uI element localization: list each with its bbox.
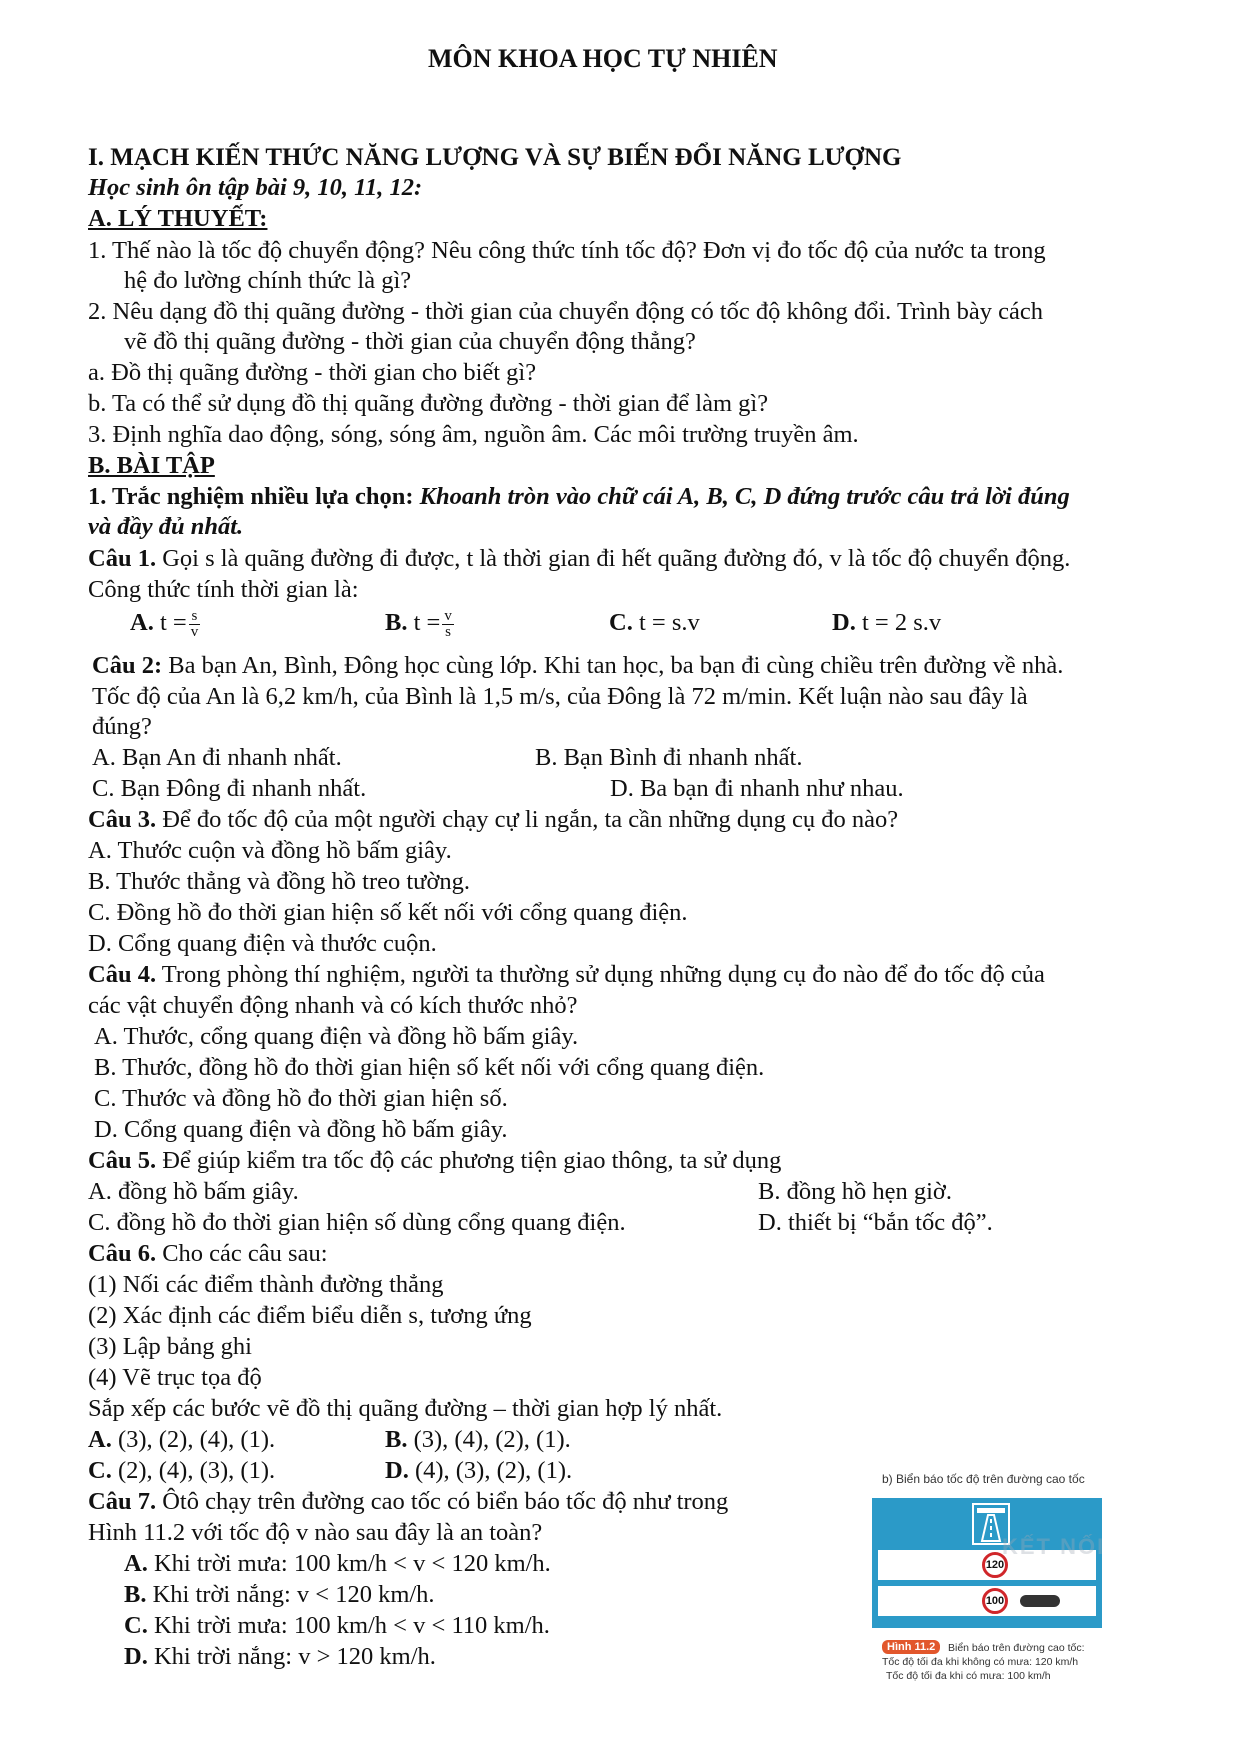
theory-line: vẽ đồ thị quãng đường - thời gian của chuyển động thẳng? [124,328,696,355]
speed-sign-figure [862,1472,1132,1690]
option-d[interactable]: D. Ba bạn đi nhanh như nhau. [610,775,904,802]
option-b[interactable]: B. đồng hồ hẹn giờ. [758,1178,952,1205]
option-d[interactable] [385,1456,572,1486]
question-label: Câu 1. [88,545,157,572]
option-label: A. [130,609,154,636]
mc-instruction-text: Khoanh tròn vào chữ cái A, B, C, D đứng trước câu trả lời đúng [413,483,1070,510]
question-text-cont: Hình 11.2 với tốc độ v nào sau đây là an toàn? [88,1519,543,1546]
figure-caption: Tốc độ tối đa khi không có mưa: 120 km/h [882,1656,1079,1668]
question-text: Cho các câu sau: [156,1240,328,1267]
option-a[interactable] [124,1549,551,1579]
theory-heading: A. LÝ THUYẾT: [88,205,268,232]
option-b[interactable] [385,1425,571,1455]
option-label: B. [385,1426,408,1453]
option-b[interactable]: B. Thước, đồng hồ đo thời gian hiện số kết nối với cổng quang điện. [94,1054,765,1081]
theory-line: 3. Định nghĩa dao động, sóng, sóng âm, nguồn âm. Các môi trường truyền âm. [88,421,859,448]
option-label: D. [832,609,856,636]
watermark-text: KẾT NỐI [1002,1534,1106,1559]
option-label: A. [124,1550,148,1577]
sign-row-rain [878,1586,1096,1616]
figure-caption: Tốc độ tối đa khi có mưa: 100 km/h [886,1670,1051,1682]
option-text: (2), (4), (3), (1). [111,1457,276,1484]
question-label: Câu 5. [88,1147,157,1174]
option-c[interactable]: C. Đồng hồ đo thời gian hiện số kết nối với cổng quang điện. [88,899,688,926]
option-text: Khi trời nắng: v < 120 km/h. [146,1581,435,1608]
option-label: C. [124,1612,148,1639]
option-text: (3), (2), (4), (1). [111,1426,276,1453]
step-item: (3) Lập bảng ghi [88,1333,252,1360]
mc-instruction [88,482,1070,512]
step-item: (2) Xác định các điểm biểu diễn s, tương ứng [88,1302,532,1329]
page-title: MÔN KHOA HỌC TỰ NHIÊN [428,44,778,73]
fraction-numerator: v [444,607,452,624]
step-item: (4) Vẽ trục tọa độ [88,1364,262,1391]
fraction-denominator: s [445,623,452,640]
fraction-numerator: s [189,609,201,625]
option-label: B. [385,609,408,636]
option-b[interactable]: B. Bạn Bình đi nhanh nhất. [535,744,803,771]
option-text: (3), (4), (2), (1). [407,1426,571,1453]
question-1 [88,544,1070,574]
option-b[interactable] [124,1580,435,1610]
question-5 [88,1146,781,1176]
question-text: Để đo tốc độ của một người chạy cự li ngắn, ta cần những dụng cụ đo nào? [156,806,899,833]
option-label: D. [385,1457,409,1484]
question-text: Để giúp kiểm tra tốc độ các phương tiện giao thông, ta sử dụng [156,1147,782,1174]
option-label: C. [609,609,633,636]
section-heading: I. MẠCH KIẾN THỨC NĂNG LƯỢNG VÀ SỰ BIẾN ĐỔI NĂNG LƯỢNG [88,144,902,171]
option-a[interactable]: A. đồng hồ bấm giây. [88,1178,299,1205]
option-text: t = [153,609,187,636]
speed-sign [872,1498,1102,1628]
option-text: t = 2 s.v [855,609,942,636]
theory-line: 2. Nêu dạng đồ thị quãng đường - thời gian của chuyển động có tốc độ không đổi. Trình bày cách [88,298,1044,325]
option-c[interactable] [88,1456,275,1486]
question-text-cont: các vật chuyển động nhanh và có kích thước nhỏ? [88,992,578,1019]
question-text-cont: đúng? [92,713,152,740]
speed-limit-120: 120 [982,1552,1008,1578]
option-c[interactable]: C. Thước và đồng hồ đo thời gian hiện số. [94,1085,508,1112]
speed-limit-100: 100 [982,1588,1008,1614]
option-text: Khi trời mưa: 100 km/h < v < 120 km/h. [147,1550,551,1577]
question-label: Câu 6. [88,1240,157,1267]
option-text: t = [407,609,441,636]
step-item: (1) Nối các điểm thành đường thẳng [88,1271,444,1298]
option-label: B. [124,1581,147,1608]
question-text: Gọi s là quãng đường đi được, t là thời gian đi hết quãng đường đó, v là tốc độ chuyển động. [156,545,1071,572]
exercise-heading: B. BÀI TẬP [88,452,215,479]
section-subtitle: Học sinh ôn tập bài 9, 10, 11, 12: [88,174,423,201]
option-d[interactable]: D. Cổng quang điện và đồng hồ bấm giây. [94,1116,508,1143]
option-d[interactable] [832,608,941,638]
option-a[interactable] [88,1425,275,1455]
figure-caption: Biển báo trên đường cao tốc: [948,1642,1085,1654]
question-label: Câu 7. [88,1488,157,1515]
question-text: Trong phòng thí nghiệm, người ta thường sử dụng những dụng cụ đo nào để đo tốc độ của [156,961,1045,988]
question-3 [88,805,898,835]
question-label: Câu 4. [88,961,157,988]
option-d[interactable]: D. thiết bị “bắn tốc độ”. [758,1209,993,1236]
option-text: Khi trời mưa: 100 km/h < v < 110 km/h. [147,1612,550,1639]
rain-cloud-icon [1020,1595,1060,1607]
option-b[interactable]: B. Thước thẳng và đồng hồ treo tường. [88,868,471,895]
question-text: Ôtô chạy trên đường cao tốc có biển báo tốc độ như trong [156,1488,729,1515]
theory-line: b. Ta có thể sử dụng đồ thị quãng đường đường - thời gian để làm gì? [88,390,769,417]
option-c[interactable]: C. Bạn Đông đi nhanh nhất. [92,775,367,802]
fraction-denominator: v [190,623,199,640]
option-d[interactable] [124,1642,436,1672]
question-label: Câu 3. [88,806,157,833]
option-text: t = s.v [632,609,700,636]
option-text: (4), (3), (2), (1). [408,1457,573,1484]
fraction [189,609,201,640]
option-a[interactable]: A. Thước, cổng quang điện và đồng hồ bấm giây. [94,1023,579,1050]
question-label: Câu 2: [92,652,163,679]
mc-instruction-cont: và đầy đủ nhất. [88,513,244,540]
question-text: Ba bạn An, Bình, Đông học cùng lớp. Khi tan học, ba bạn đi cùng chiều trên đường về nhà. [162,652,1064,679]
option-c[interactable]: C. đồng hồ đo thời gian hiện số dùng cổng quang điện. [88,1209,626,1236]
question-text-cont: Tốc độ của An là 6,2 km/h, của Bình là 1,5 m/s, của Đông là 72 m/min. Kết luận nào sau đây là [92,683,1028,710]
question-ask: Sắp xếp các bước vẽ đồ thị quãng đường – thời gian hợp lý nhất. [88,1395,723,1422]
question-6 [88,1239,328,1269]
theory-line: hệ đo lường chính thức là gì? [124,267,412,294]
mc-label: 1. Trắc nghiệm nhiều lựa chọn: [88,483,414,510]
theory-line: a. Đồ thị quãng đường - thời gian cho biết gì? [88,359,537,386]
theory-line: 1. Thế nào là tốc độ chuyển động? Nêu công thức tính tốc độ? Đơn vị đo tốc độ của nước ta trong [88,237,1046,264]
figure-badge: Hình 11.2 [882,1640,940,1654]
question-4 [88,960,1045,990]
option-c[interactable] [609,608,700,638]
option-label: C. [88,1457,112,1484]
fraction [442,609,454,640]
option-a[interactable] [130,608,200,640]
option-a[interactable]: A. Bạn An đi nhanh nhất. [92,744,342,771]
option-text: Khi trời nắng: v > 120 km/h. [147,1643,436,1670]
option-b[interactable] [385,608,454,640]
option-a[interactable]: A. Thước cuộn và đồng hồ bấm giây. [88,837,452,864]
question-text-cont: Công thức tính thời gian là: [88,576,359,603]
option-c[interactable] [124,1611,550,1641]
option-label: A. [88,1426,112,1453]
question-7 [88,1487,728,1517]
option-d[interactable]: D. Cổng quang điện và thước cuộn. [88,930,437,957]
figure-top-caption: b) Biển báo tốc độ trên đường cao tốc [882,1472,1085,1486]
option-label: D. [124,1643,148,1670]
question-2 [92,651,1063,681]
